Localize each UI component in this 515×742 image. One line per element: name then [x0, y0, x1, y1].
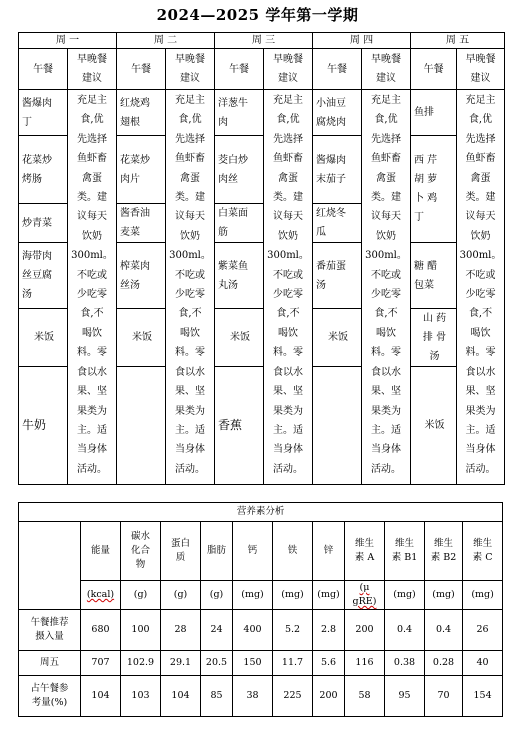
table-cell: 225 [273, 676, 313, 717]
day-header-fri: 周 五 [411, 33, 505, 49]
nutrient-header: 钙 [233, 522, 273, 581]
menu-dish: 米饭 [411, 367, 457, 485]
menu-dish: 红烧鸡 翅根 [117, 90, 166, 136]
nutrient-unit-text: (kcal) [86, 589, 115, 600]
table-cell: 100 [121, 610, 161, 651]
advice-text: 充足主 食,优 先选择 鱼虾畜 禽蛋 类。建 议每天 饮奶 300ml。 不吃或 少吃零 食,不 喝饮 料。零 食以水 果、坚 果类为 主。适 当身体 活动。 [457, 90, 505, 485]
menu-dish: 洋葱牛 肉 [215, 90, 264, 136]
advice-header: 早晚餐 建议 [166, 49, 215, 90]
nutrient-unit [81, 581, 121, 610]
table-cell: 85 [201, 676, 233, 717]
nutrient-unit: (mg) [425, 581, 463, 610]
menu-dish: 紫菜鱼 丸汤 [215, 243, 264, 309]
menu-dish: 山 药 排 骨 汤 [411, 309, 457, 367]
nutrient-unit: (mg) [463, 581, 503, 610]
nutrient-unit [345, 581, 385, 610]
advice-text: 充足主 食,优 先选择 鱼虾畜 禽蛋 类。建 议每天 饮奶 300ml。 不吃或 少吃零 食,不 喝饮 料。零 食以水 果、坚 果类为 主。适 当身体 活动。 [362, 90, 411, 485]
menu-dish: 西 芹 胡 萝 卜 鸡 丁 [411, 136, 457, 243]
nutrition-table [18, 502, 503, 717]
menu-dish: 茭白炒 肉丝 [215, 136, 264, 204]
lunch-header: 午餐 [19, 49, 68, 90]
table-cell: 200 [345, 610, 385, 651]
advice-header: 早晚餐 建议 [68, 49, 117, 90]
table-cell: 28 [161, 610, 201, 651]
menu-dish: 海带肉 丝豆腐 汤 [19, 243, 68, 309]
table-cell: 95 [385, 676, 425, 717]
advice-text: 充足主 食,优 先选择 鱼虾畜 禽蛋 类。建 议每天 饮奶 300ml。 不吃或 少吃零 食,不 喝饮 料。零 食以水 果、坚 果类为 主。适 当身体 活动。 [166, 90, 215, 485]
page-title: 2024—2025 学年第一学期 [156, 6, 359, 24]
lunch-header: 午餐 [215, 49, 264, 90]
menu-dish: 米饭 [117, 309, 166, 367]
lunch-header: 午餐 [411, 49, 457, 90]
menu-dish: 酱香油 麦菜 [117, 204, 166, 243]
table-cell: 5.2 [273, 610, 313, 651]
row-label: 午餐推荐 摄入量 [19, 610, 81, 651]
table-cell: 0.38 [385, 651, 425, 676]
advice-header: 早晚餐 建议 [457, 49, 505, 90]
advice-text: 充足主 食,优 先选择 鱼虾畜 禽蛋 类。建 议每天 饮奶 300ml。 不吃或 少吃零 食,不 喝饮 料。零 食以水 果、坚 果类为 主。适 当身体 活动。 [68, 90, 117, 485]
table-cell: 104 [81, 676, 121, 717]
menu-dish: 炒青菜 [19, 204, 68, 243]
table-cell: 2.8 [313, 610, 345, 651]
table-cell: 24 [201, 610, 233, 651]
table-cell: 11.7 [273, 651, 313, 676]
table-cell: 26 [463, 610, 503, 651]
table-cell: 116 [345, 651, 385, 676]
menu-dish: 小油豆 腐烧肉 [313, 90, 362, 136]
menu-dish: 鱼排 [411, 90, 457, 136]
table-cell: 70 [425, 676, 463, 717]
lunch-header: 午餐 [117, 49, 166, 90]
day-header-tue: 周 二 [117, 33, 215, 49]
table-cell: 58 [345, 676, 385, 717]
weekly-menu-table [18, 32, 505, 485]
menu-snack: 牛奶 [19, 367, 68, 485]
menu-dish: 番茄蛋 汤 [313, 243, 362, 309]
table-cell: 5.6 [313, 651, 345, 676]
table-cell: 154 [463, 676, 503, 717]
nutrient-header: 维生 素 C [463, 522, 503, 581]
nutrient-unit: (g) [161, 581, 201, 610]
table-cell: 400 [233, 610, 273, 651]
menu-dish: 榨菜肉 丝汤 [117, 243, 166, 309]
nutrition-caption: 营养素分析 [19, 503, 503, 522]
advice-header: 早晚餐 建议 [362, 49, 411, 90]
advice-header: 早晚餐 建议 [264, 49, 313, 90]
nutrient-header: 维生 素 B2 [425, 522, 463, 581]
nutrient-unit-text: (μ gRE) [352, 582, 377, 607]
day-header-mon: 周 一 [19, 33, 117, 49]
table-cell: 102.9 [121, 651, 161, 676]
menu-dish: 糖 醋 包菜 [411, 243, 457, 309]
table-cell: 0.4 [425, 610, 463, 651]
menu-dish: 酱爆肉 丁 [19, 90, 68, 136]
menu-snack [313, 367, 362, 485]
menu-snack [117, 367, 166, 485]
row-label: 占午餐参 考量(%) [19, 676, 81, 717]
menu-dish: 米饭 [19, 309, 68, 367]
nutrient-header: 锌 [313, 522, 345, 581]
nutrient-unit: (mg) [385, 581, 425, 610]
nutrient-header: 能量 [81, 522, 121, 581]
menu-snack: 香蕉 [215, 367, 264, 485]
table-cell: 150 [233, 651, 273, 676]
nutrient-header: 脂肪 [201, 522, 233, 581]
nutrient-header: 维生 素 A [345, 522, 385, 581]
menu-dish: 花菜炒 肉片 [117, 136, 166, 204]
table-cell: 38 [233, 676, 273, 717]
nutrient-unit: (mg) [313, 581, 345, 610]
menu-dish: 米饭 [215, 309, 264, 367]
table-cell: 707 [81, 651, 121, 676]
menu-dish: 白菜面 筋 [215, 204, 264, 243]
table-cell: 104 [161, 676, 201, 717]
day-header-thu: 周 四 [313, 33, 411, 49]
menu-dish: 花菜炒 烤肠 [19, 136, 68, 204]
advice-text: 充足主 食,优 先选择 鱼虾畜 禽蛋 类。建 议每天 饮奶 300ml。 不吃或 少吃零 食,不 喝饮 料。零 食以水 果、坚 果类为 主。适 当身体 活动。 [264, 90, 313, 485]
table-cell: 200 [313, 676, 345, 717]
table-cell: 0.4 [385, 610, 425, 651]
menu-dish: 米饭 [313, 309, 362, 367]
table-cell: 40 [463, 651, 503, 676]
nutrient-header: 蛋白 质 [161, 522, 201, 581]
row-label: 周五 [19, 651, 81, 676]
menu-dish: 红烧冬 瓜 [313, 204, 362, 243]
menu-dish: 酱爆肉 末茄子 [313, 136, 362, 204]
nutrient-header: 维生 素 B1 [385, 522, 425, 581]
nutrient-header: 碳水 化合 物 [121, 522, 161, 581]
table-cell: 680 [81, 610, 121, 651]
table-cell: 20.5 [201, 651, 233, 676]
nutrient-header: 铁 [273, 522, 313, 581]
nutrition-corner [19, 522, 81, 610]
nutrient-unit: (g) [201, 581, 233, 610]
lunch-header: 午餐 [313, 49, 362, 90]
nutrient-unit: (mg) [273, 581, 313, 610]
table-cell: 103 [121, 676, 161, 717]
table-cell: 29.1 [161, 651, 201, 676]
day-header-wed: 周 三 [215, 33, 313, 49]
table-cell: 0.28 [425, 651, 463, 676]
nutrient-unit: (g) [121, 581, 161, 610]
nutrient-unit: (mg) [233, 581, 273, 610]
